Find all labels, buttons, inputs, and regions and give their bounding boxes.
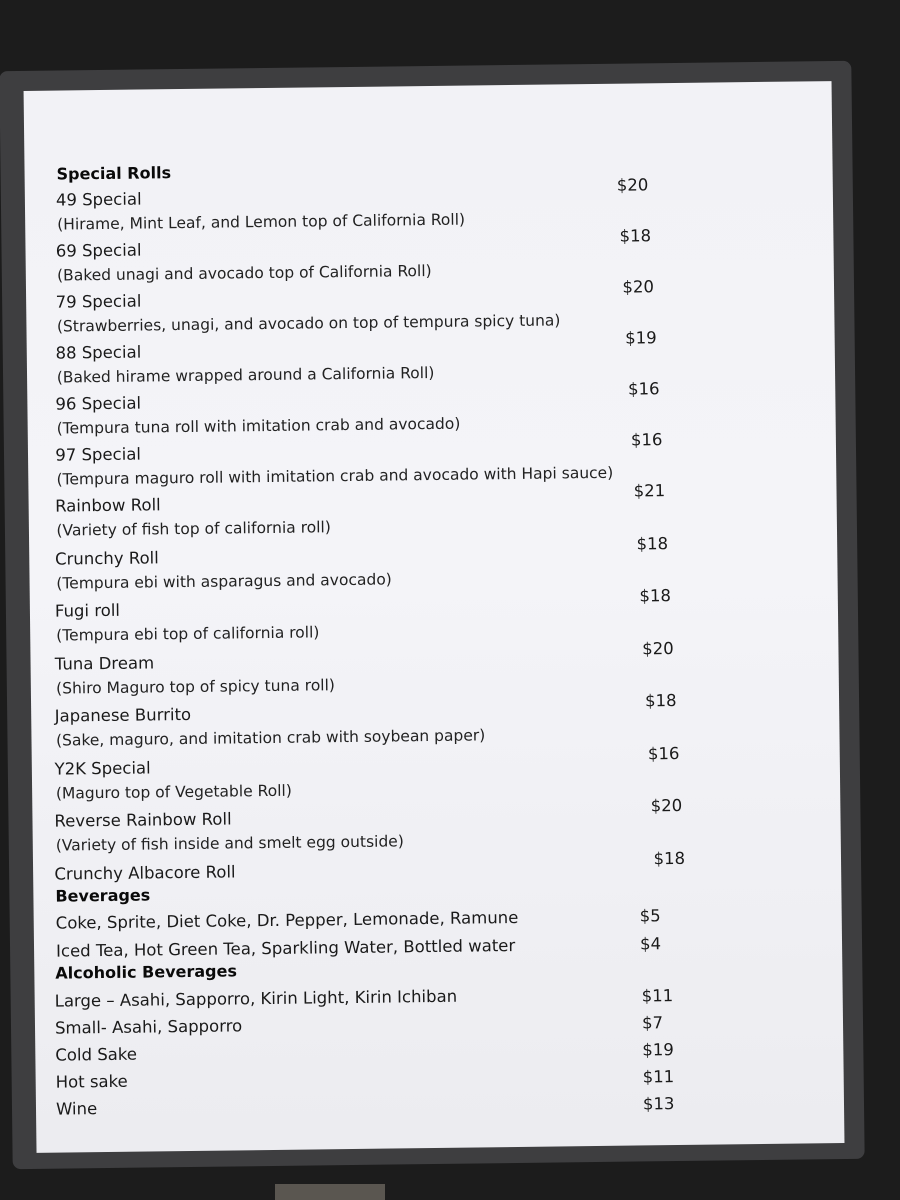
menu-item-name: Crunchy Roll [54,547,159,569]
menu-item-row [30,586,820,628]
menu-item-price: $18 [636,533,669,553]
menu-item-price: $7 [641,1013,664,1033]
menu-item-description: (Strawberries, unagi, and avocado on top of tempura spicy tuna) [56,311,561,336]
menu-item-price: $20 [616,175,649,195]
menu-item-price: $4 [639,934,662,954]
menu-item-description: (Variety of fish top of california roll) [56,518,331,540]
menu-item-name: 96 Special [55,393,142,414]
menu-item-name: Large – Asahi, Sapporro, Kirin Light, Kirin Ichiban [54,986,458,1011]
menu-item-name: Japanese Burrito [54,704,192,726]
menu-item-price: $18 [639,586,671,606]
section-heading-alcoholic-beverages: Alcoholic Beverages [55,961,238,983]
menu-item-description: (Baked hirame wrapped around a California Roll) [56,363,435,387]
menu-item-row [29,533,819,576]
menu-item-price: $16 [647,743,680,763]
menu-item-price: $18 [653,848,686,868]
menu-item-name: Iced Tea, Hot Green Tea, Sparkling Water, Bottled water [55,936,516,961]
menu-item-description: (Tempura ebi top of california roll) [56,623,320,645]
menu-item-name: Small- Asahi, Sapporro [54,1016,243,1038]
menu-item-name: Coke, Sprite, Diet Coke, Dr. Pepper, Lemonade, Ramune [55,907,519,933]
menu-item-price: $13 [642,1094,675,1114]
section-heading-beverages: Beverages [55,885,151,906]
menu-item-row [32,795,822,838]
menu-item-name: Cold Sake [55,1044,138,1065]
menu-item-price: $18 [619,226,652,246]
menu-item-price: $18 [644,691,677,711]
menu-item-name: 49 Special [55,189,142,210]
menu-item-name: Crunchy Albacore Roll [54,861,236,884]
menu-item-description: (Tempura ebi with asparagus and avocado) [56,569,392,593]
menu-item-name: Tuna Dream [54,652,155,674]
menu-item-price: $20 [622,277,655,297]
menu-item-name: Wine [55,1099,98,1119]
menu-item-price: $21 [633,481,666,501]
menu-item-price: $19 [642,1040,674,1060]
section-heading-special-rolls: Special Rolls [56,163,172,184]
menu-item-price: $19 [625,328,657,348]
menu-item-price: $11 [641,986,674,1006]
menu-item-description: (Baked unagi and avocado top of California Roll) [56,261,432,285]
menu-item-description: (Shiro Maguro top of spicy tuna roll) [56,675,336,698]
menu-item-name: Fugi roll [54,600,121,621]
menu-item-name: 79 Special [55,291,142,312]
menu-item-name: Y2K Special [54,757,151,779]
menu-item-price: $20 [650,795,683,816]
menu-item-description: (Tempura tuna roll with imitation crab and avocado) [56,414,461,438]
menu-item-name: Reverse Rainbow Roll [54,809,232,831]
menu-item-row [32,743,822,786]
menu-item-price: $20 [642,638,674,658]
menu-item-description: (Tempura maguro roll with imitation crab and avocado with Hapi sauce) [56,463,614,489]
menu-item-description: (Hirame, Mint Leaf, and Lemon top of California Roll) [57,210,466,234]
menu-item-name: 88 Special [55,342,142,363]
menu-item-description: (Sake, maguro, and imitation crab with soybean paper) [55,726,486,750]
menu-item-row [33,848,823,891]
menu-item-name: Hot sake [55,1071,128,1092]
menu-holder-frame [0,61,865,1169]
menu-item-description: (Variety of fish inside and smelt egg outside) [55,832,404,855]
menu-item-price: $16 [630,430,663,450]
menu-item-description: (Maguro top of Vegetable Roll) [55,781,292,803]
menu-item-price: $16 [627,379,660,399]
table-edge [275,1184,385,1200]
menu-item-name: 97 Special [55,444,142,465]
menu-item-price: $5 [639,906,661,926]
menu-item-name: 69 Special [55,240,142,261]
menu-sheet [24,81,845,1153]
menu-item-name: Rainbow Roll [55,495,161,516]
menu-item-price: $11 [642,1067,675,1087]
menu-item-row [30,638,820,681]
menu-item-row [29,481,819,523]
